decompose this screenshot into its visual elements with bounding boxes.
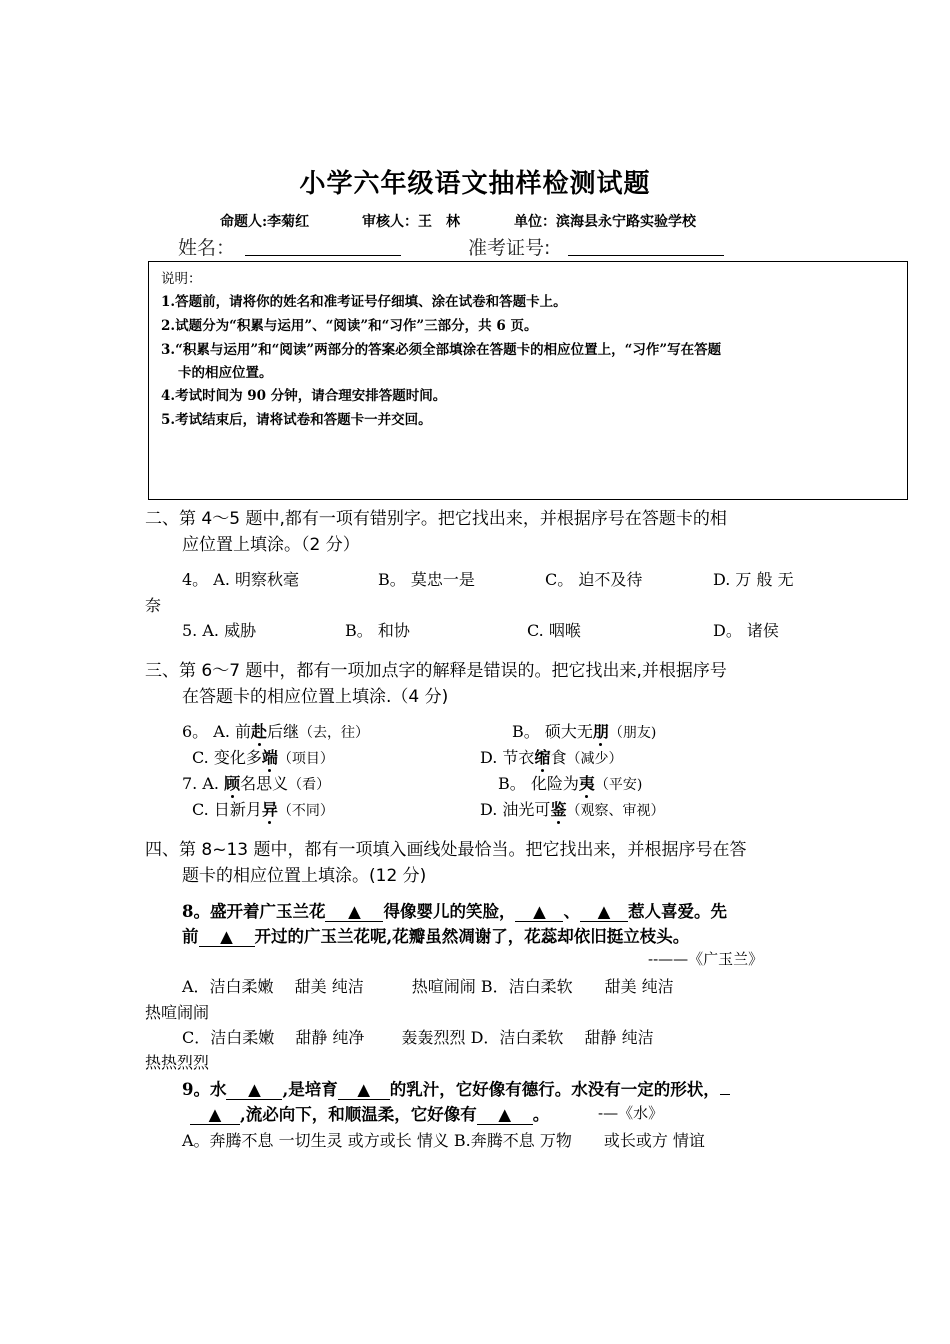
q6-option-d: D. 节衣缩食（减少） xyxy=(480,745,622,768)
q8-options-cd-cont: 热热烈烈 xyxy=(145,1053,210,1072)
q9-source: -—《水》 xyxy=(598,1104,664,1122)
q4-option-d-cont: 奈 xyxy=(145,596,162,615)
section-2-heading-cont: 应位置上填涂。（2 分） xyxy=(182,535,360,555)
section-4-heading: 四、第 8~13 题中，都有一项填入画线处最恰当。把它找出来，并根据序号在答 xyxy=(145,840,747,860)
q5-option-c: C. 咽喉 xyxy=(527,621,581,640)
q8-options-cd: C．洁白柔嫩 甜静 纯净 轰轰烈烈 D．洁白柔软 甜静 纯洁 xyxy=(182,1028,654,1047)
q7-option-b: B。 化险为夷（平安) xyxy=(498,771,642,794)
q7-option-d: D. 油光可鉴（观察、审视） xyxy=(480,797,664,820)
exam-number-label: 准考证号: xyxy=(468,237,551,259)
q8-source: --——《广玉兰》 xyxy=(648,950,764,968)
q6-option-b: B。 硕大无朋（朋友) xyxy=(512,719,656,742)
q4-option-c: C。 迫不及待 xyxy=(545,570,643,589)
instruction-item: 5.考试结束后，请将试卷和答题卡一并交回。 xyxy=(161,412,432,428)
answer-blank: ▲ xyxy=(190,1105,240,1125)
name-label: 姓名： xyxy=(178,237,236,259)
q8-options-ab-cont: 热喧闹闹 xyxy=(145,1003,210,1022)
author: 命题人:李菊红 xyxy=(220,214,310,230)
q8-stem-line2: 前 ▲ 开过的广玉兰花呢,花瓣虽然凋谢了，花蕊却依旧挺立枝头。 xyxy=(182,927,690,946)
q7-option-c: C. 日新月异（不同） xyxy=(192,797,334,820)
instruction-item: 3.“积累与运用”和“阅读”两部分的答案必须全部填涂在答题卡的相应位置上，“习作”写在答题 xyxy=(161,342,722,358)
instruction-item: 卡的相应位置。 xyxy=(178,365,273,381)
q6-option-c: C. 变化多端（项目） xyxy=(192,745,334,768)
q6-option-a: 6。 A. 前赴后继（去，往） xyxy=(182,719,369,742)
reviewer: 审核人：王 林 xyxy=(362,214,460,230)
answer-blank: ▲ xyxy=(477,1105,533,1125)
q9-stem-line2: ▲ ,流必向下，和顺温柔，它好像有 ▲ 。 xyxy=(190,1101,549,1125)
answer-blank: ▲ xyxy=(515,902,563,922)
answer-blank: ▲ xyxy=(226,1080,282,1100)
school-unit: 单位：滨海县永宁路实验学校 xyxy=(514,214,696,230)
q4-option-b: B。 莫忠一是 xyxy=(378,570,475,589)
answer-blank: ▲ xyxy=(338,1080,390,1100)
answer-blank: ▲ xyxy=(325,902,383,922)
section-3-heading-cont: 在答题卡的相应位置上填涂.（4 分) xyxy=(182,687,449,707)
name-field[interactable] xyxy=(245,255,401,256)
q7-option-a: 7. A. 顾名思义（看） xyxy=(182,771,330,794)
q5-option-b: B。 和协 xyxy=(345,621,410,640)
exam-number-field[interactable] xyxy=(568,255,724,256)
section-2-heading: 二、第 4～5 题中,都有一项有错别字。把它找出来，并根据序号在答题卡的相 xyxy=(145,509,727,529)
instruction-item: 2.试题分为“积累与运用”、“阅读”和“习作”三部分，共 6 页。 xyxy=(161,318,538,334)
q5-option-a: 5. A. 威胁 xyxy=(182,621,257,640)
page-title: 小学六年级语文抽样检测试题 xyxy=(299,169,651,199)
q8-options-ab: A．洁白柔嫩 甜美 纯洁 热喧闹闹 B．洁白柔软 甜美 纯洁 xyxy=(182,977,674,996)
q9-options-ab: A。奔腾不息 一切生灵 或方或长 情义 B.奔腾不息 万物 或长或方 情谊 xyxy=(182,1131,705,1150)
q5-option-d: D。 诸侯 xyxy=(713,621,779,640)
instruction-item: 1.答题前，请将你的姓名和准考证号仔细填、涂在试卷和答题卡上。 xyxy=(161,294,567,310)
section-3-heading: 三、第 6～7 题中，都有一项加点字的解释是错误的。把它找出来,并根据序号 xyxy=(145,661,727,681)
q8-stem-line1: 8。盛开着广玉兰花 ▲ 得像婴儿的笑脸， ▲ 、 ▲ 惹人喜爱。先 xyxy=(182,902,727,921)
instructions-box xyxy=(148,261,908,500)
q4-option-d: D. 万 般 无 xyxy=(713,570,794,589)
q4-option-a: 4。 A. 明察秋毫 xyxy=(182,570,299,589)
instruction-item: 4.考试时间为 90 分钟，请合理安排答题时间。 xyxy=(161,388,447,404)
instructions-heading: 说明： xyxy=(161,271,202,287)
q9-stem-line1: 9。水 ▲ ,是培育 ▲ 的乳汁，它好像有德行。水没有一定的形状， xyxy=(182,1076,730,1100)
answer-blank: ▲ xyxy=(199,927,255,947)
answer-blank: ▲ xyxy=(580,902,628,922)
section-4-heading-cont: 题卡的相应位置上填涂。(12 分) xyxy=(182,866,427,886)
